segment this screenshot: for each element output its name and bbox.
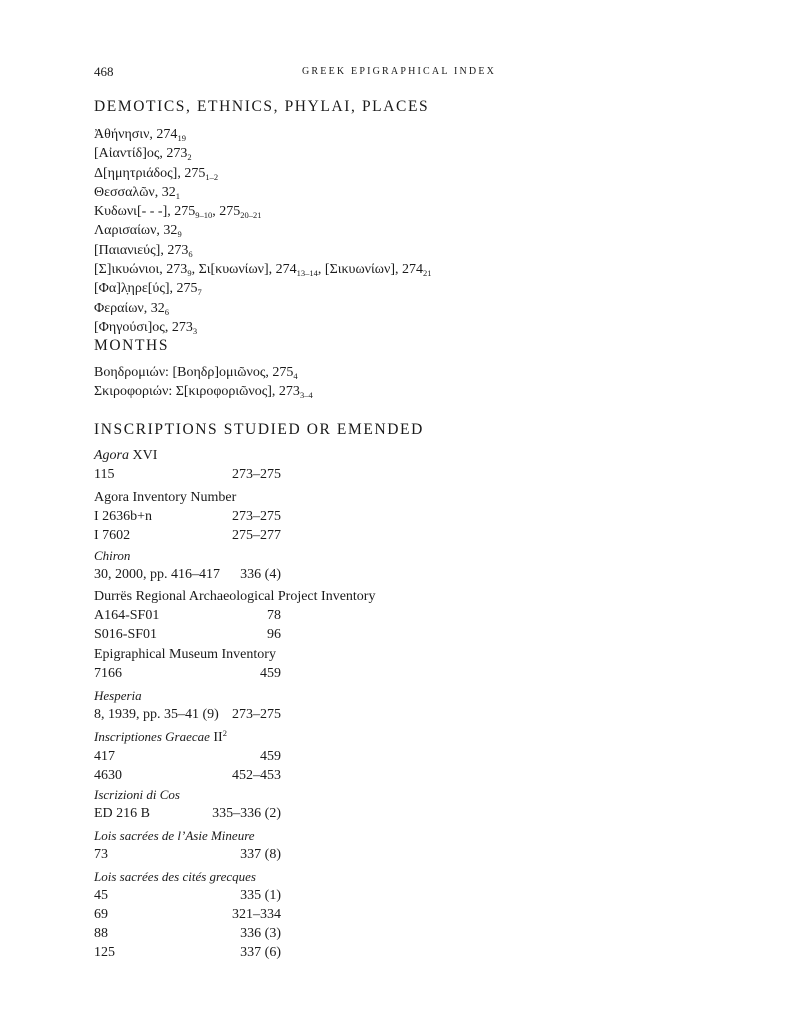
inscription-group-lsam [94, 826, 281, 864]
table-row: 417 459 [94, 749, 281, 764]
group-title: Durrës Regional Archaeological Project Inventory [94, 589, 376, 604]
table-row: I 7602 275–277 [94, 528, 281, 543]
inscription-group-chiron [94, 546, 281, 584]
inscription-group-lscg [94, 867, 281, 962]
inscription-group-cos [94, 785, 281, 823]
list-item: [Φηγούσι]ος, $273_3$ [94, 319, 198, 336]
list-item: Δ[ημητριάδος], $275_{1-2}$ [94, 165, 219, 182]
table-row: 73 337 (8) [94, 847, 281, 862]
group-title: Lois sacrées des cités grecques [94, 869, 256, 884]
table-row: 4630 452–453 [94, 768, 281, 783]
group-title: Epigraphical Museum Inventory [94, 647, 276, 662]
inscription-group-hesperia [94, 686, 281, 724]
list-item: Κυδωνι[- - -], $275_{9-10}$, $275_{20-21}$ [94, 204, 262, 221]
list-item: Βοηδρομιών: [Βοηδρ]ομιῶνος, $275_4$ [94, 365, 298, 381]
group-title: Agora Inventory Number [94, 490, 237, 505]
list-item: Θεσσαλῶν, $32_1$ [94, 184, 181, 201]
table-row: 7166 459 [94, 666, 281, 681]
list-item: [Σ]ικυώνιοι, $273_9$, Σι[κυωνίων], $274_{13-14}$, [Σικυωνίων], $274_{21}$ [94, 262, 432, 279]
table-row: 115 273–275 [94, 467, 281, 482]
section-title-inscriptions: INSCRIPTIONS STUDIED OR EMENDED [94, 421, 424, 438]
inscription-group-agora-inventory [94, 488, 281, 545]
table-row: 45 335 (1) [94, 888, 281, 903]
list-item: [Παιανιεύς], $273_6$ [94, 242, 193, 259]
demotics-list [94, 125, 432, 337]
group-title: Hesperia [94, 688, 142, 703]
inscription-group-ig [94, 727, 281, 785]
inscription-group-durres [94, 587, 376, 644]
group-title: Iscrizioni di Cos [94, 787, 180, 802]
page-number: 468 [94, 64, 114, 79]
list-item: [Αἰαντίδ]ος, $273_2$ [94, 146, 192, 163]
table-row: 8, 1939, pp. 35–41 (9) 273–275 [94, 707, 281, 722]
list-item: Φεραίων, $32_6$ [94, 300, 169, 317]
group-title: Lois sacrées de l’Asie Mineure [94, 828, 255, 843]
inscription-group-agora [94, 446, 281, 484]
list-item: [Φα]λ̣ηρε[ύς], $275_7$ [94, 281, 202, 298]
months-list [94, 363, 313, 402]
running-head: GREEK EPIGRAPHICAL INDEX [302, 66, 497, 77]
table-row: A164-SF01 78 [94, 608, 281, 623]
table-row: ED 216 B 335–336 (2) [94, 806, 281, 821]
list-item: Ἀθήνησιν, $274_{19}$ [94, 127, 186, 143]
table-row: 69 321–334 [94, 907, 281, 922]
table-row: 88 336 (3) [94, 926, 281, 941]
table-row: S016-SF01 96 [94, 627, 281, 642]
inscription-group-epigraphical-museum [94, 645, 281, 683]
list-item: Λαρισαίων, $32_9$ [94, 223, 182, 240]
table-row: 30, 2000, pp. 416–417 336 (4) [94, 567, 281, 582]
section-title-demotics: DEMOTICS, ETHNICS, PHYLAI, PLACES [94, 98, 430, 115]
group-title: Agora XVI [94, 448, 158, 463]
table-row: I 2636b+n 273–275 [94, 509, 281, 524]
group-title: Inscriptiones Graecae $II^2$ [94, 728, 227, 745]
list-item: Σκιροφοριών: Σ[κιροφοριῶνος], $273_{3-4}$ [94, 384, 313, 401]
section-title-months: MONTHS [94, 337, 170, 354]
table-row: 125 337 (6) [94, 945, 281, 960]
group-title: Chiron [94, 548, 131, 563]
